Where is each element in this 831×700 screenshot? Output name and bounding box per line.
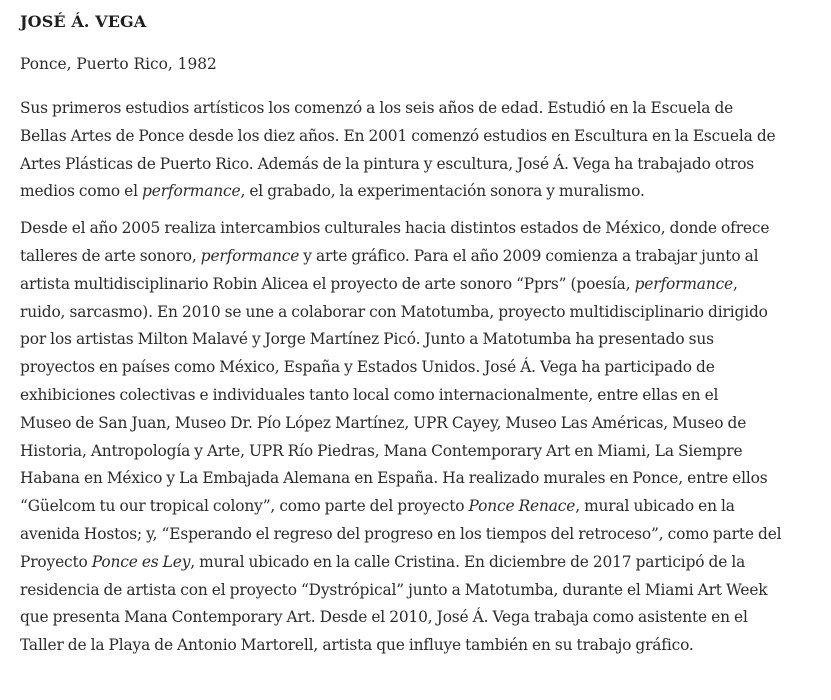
text-run: Museo de San Juan, Museo Dr. Pío López Martínez, UPR Cayey, Museo Las Américas, Museo de [20,413,747,432]
text-run: residencia de artista con el proyecto “Dystrópical” junto a Matotumba, durante el Miami Art Week [20,580,768,599]
text-run: “Güelcom tu our tropical colony”, como parte del proyecto [20,497,469,516]
text-run: Sus primeros estudios artísticos los comenzó a los seis años de edad. Estudió en la Escuela de [20,99,734,117]
text-run: artista multidisciplinario Robin Alicea el proyecto de arte sonoro “Pprs” (poesía, [20,274,635,293]
text-run: , mural ubicado en la [575,497,735,516]
text-run: proyectos en países como México, España y Estados Unidos. José Á. Vega ha participado de [20,358,715,377]
text-run: Artes Plásticas de Puerto Rico. Además de la pintura y escultura, José Á. Vega ha trabajado otros [20,154,755,173]
italic-term: Ponce Renace [468,497,576,516]
text-run: ruido, sarcasmo). En 2010 se une a colaborar con Matotumba, proyecto multidisciplinario dirigido [20,302,768,321]
text-run: Taller de la Playa de Antonio Martorell, artista que influye también en su trabajo gráfico. [20,636,694,655]
text-line [20,326,811,354]
text-run: Proyecto [20,552,92,571]
italic-term: performance [142,182,241,201]
text-run: Historia, Antropología y Arte, UPR Río Piedras, Mana Contemporary Art en Miami, La Siempre [20,441,743,460]
text-line [20,354,811,382]
text-run: , [733,274,738,293]
text-run: que presenta Mana Contemporary Art. Desde el 2010, José Á. Vega trabaja como asistente en el [20,608,748,627]
text-run: Desde el año 2005 realiza intercambios culturales hacia distintos estados de México, donde ofrece [20,219,770,238]
italic-term: performance [200,246,300,265]
text-line [20,577,811,605]
text-line [20,123,811,151]
text-line [20,299,811,327]
text-run: medios como el [20,182,143,201]
text-line [20,95,811,123]
text-line [20,604,811,632]
text-line [20,178,811,206]
artist-name-heading: JOSÉ Á. VEGA [20,12,147,31]
text-line [20,632,811,660]
text-line [20,215,811,243]
text-line [20,151,811,179]
text-line [20,521,811,549]
text-run: talleres de arte sonoro, [20,246,201,265]
text-line [20,410,811,438]
biography-paragraph-2 [20,215,811,660]
text-line [20,271,811,299]
text-run: , mural ubicado en la calle Cristina. En diciembre de 2017 participó de la [190,552,746,571]
text-line [20,243,811,271]
text-run: y arte gráfico. Para el año 2009 comienza a trabajar junto al [299,246,759,265]
italic-term: Ponce es Ley [91,552,191,571]
text-line [20,382,811,410]
text-line [20,438,811,466]
text-line [20,493,811,521]
text-run: Bellas Artes de Ponce desde los diez años. En 2001 comenzó estudios en Escultura en la Escuela de [20,126,776,145]
text-line [20,465,811,493]
birthplace-and-year: Ponce, Puerto Rico, 1982 [20,55,217,73]
italic-term: performance [634,274,734,293]
text-run: avenida Hostos; y, “Esperando el regreso del progreso en los tiempos del retroceso”, como parte del [20,524,782,543]
text-run: por los artistas Milton Malavé y Jorge Martínez Picó. Junto a Matotumba ha presentado sus [20,330,714,349]
text-run: , el grabado, la experimentación sonora y muralismo. [240,182,645,201]
biography-paragraph-1 [20,95,811,206]
text-line [20,549,811,577]
text-run: Habana en México y La Embajada Alemana en España. Ha realizado murales en Ponce, entre ellos [20,469,768,488]
text-run: exhibiciones colectivas e individuales tanto local como internacionalmente, entre ellas en el [20,385,719,404]
